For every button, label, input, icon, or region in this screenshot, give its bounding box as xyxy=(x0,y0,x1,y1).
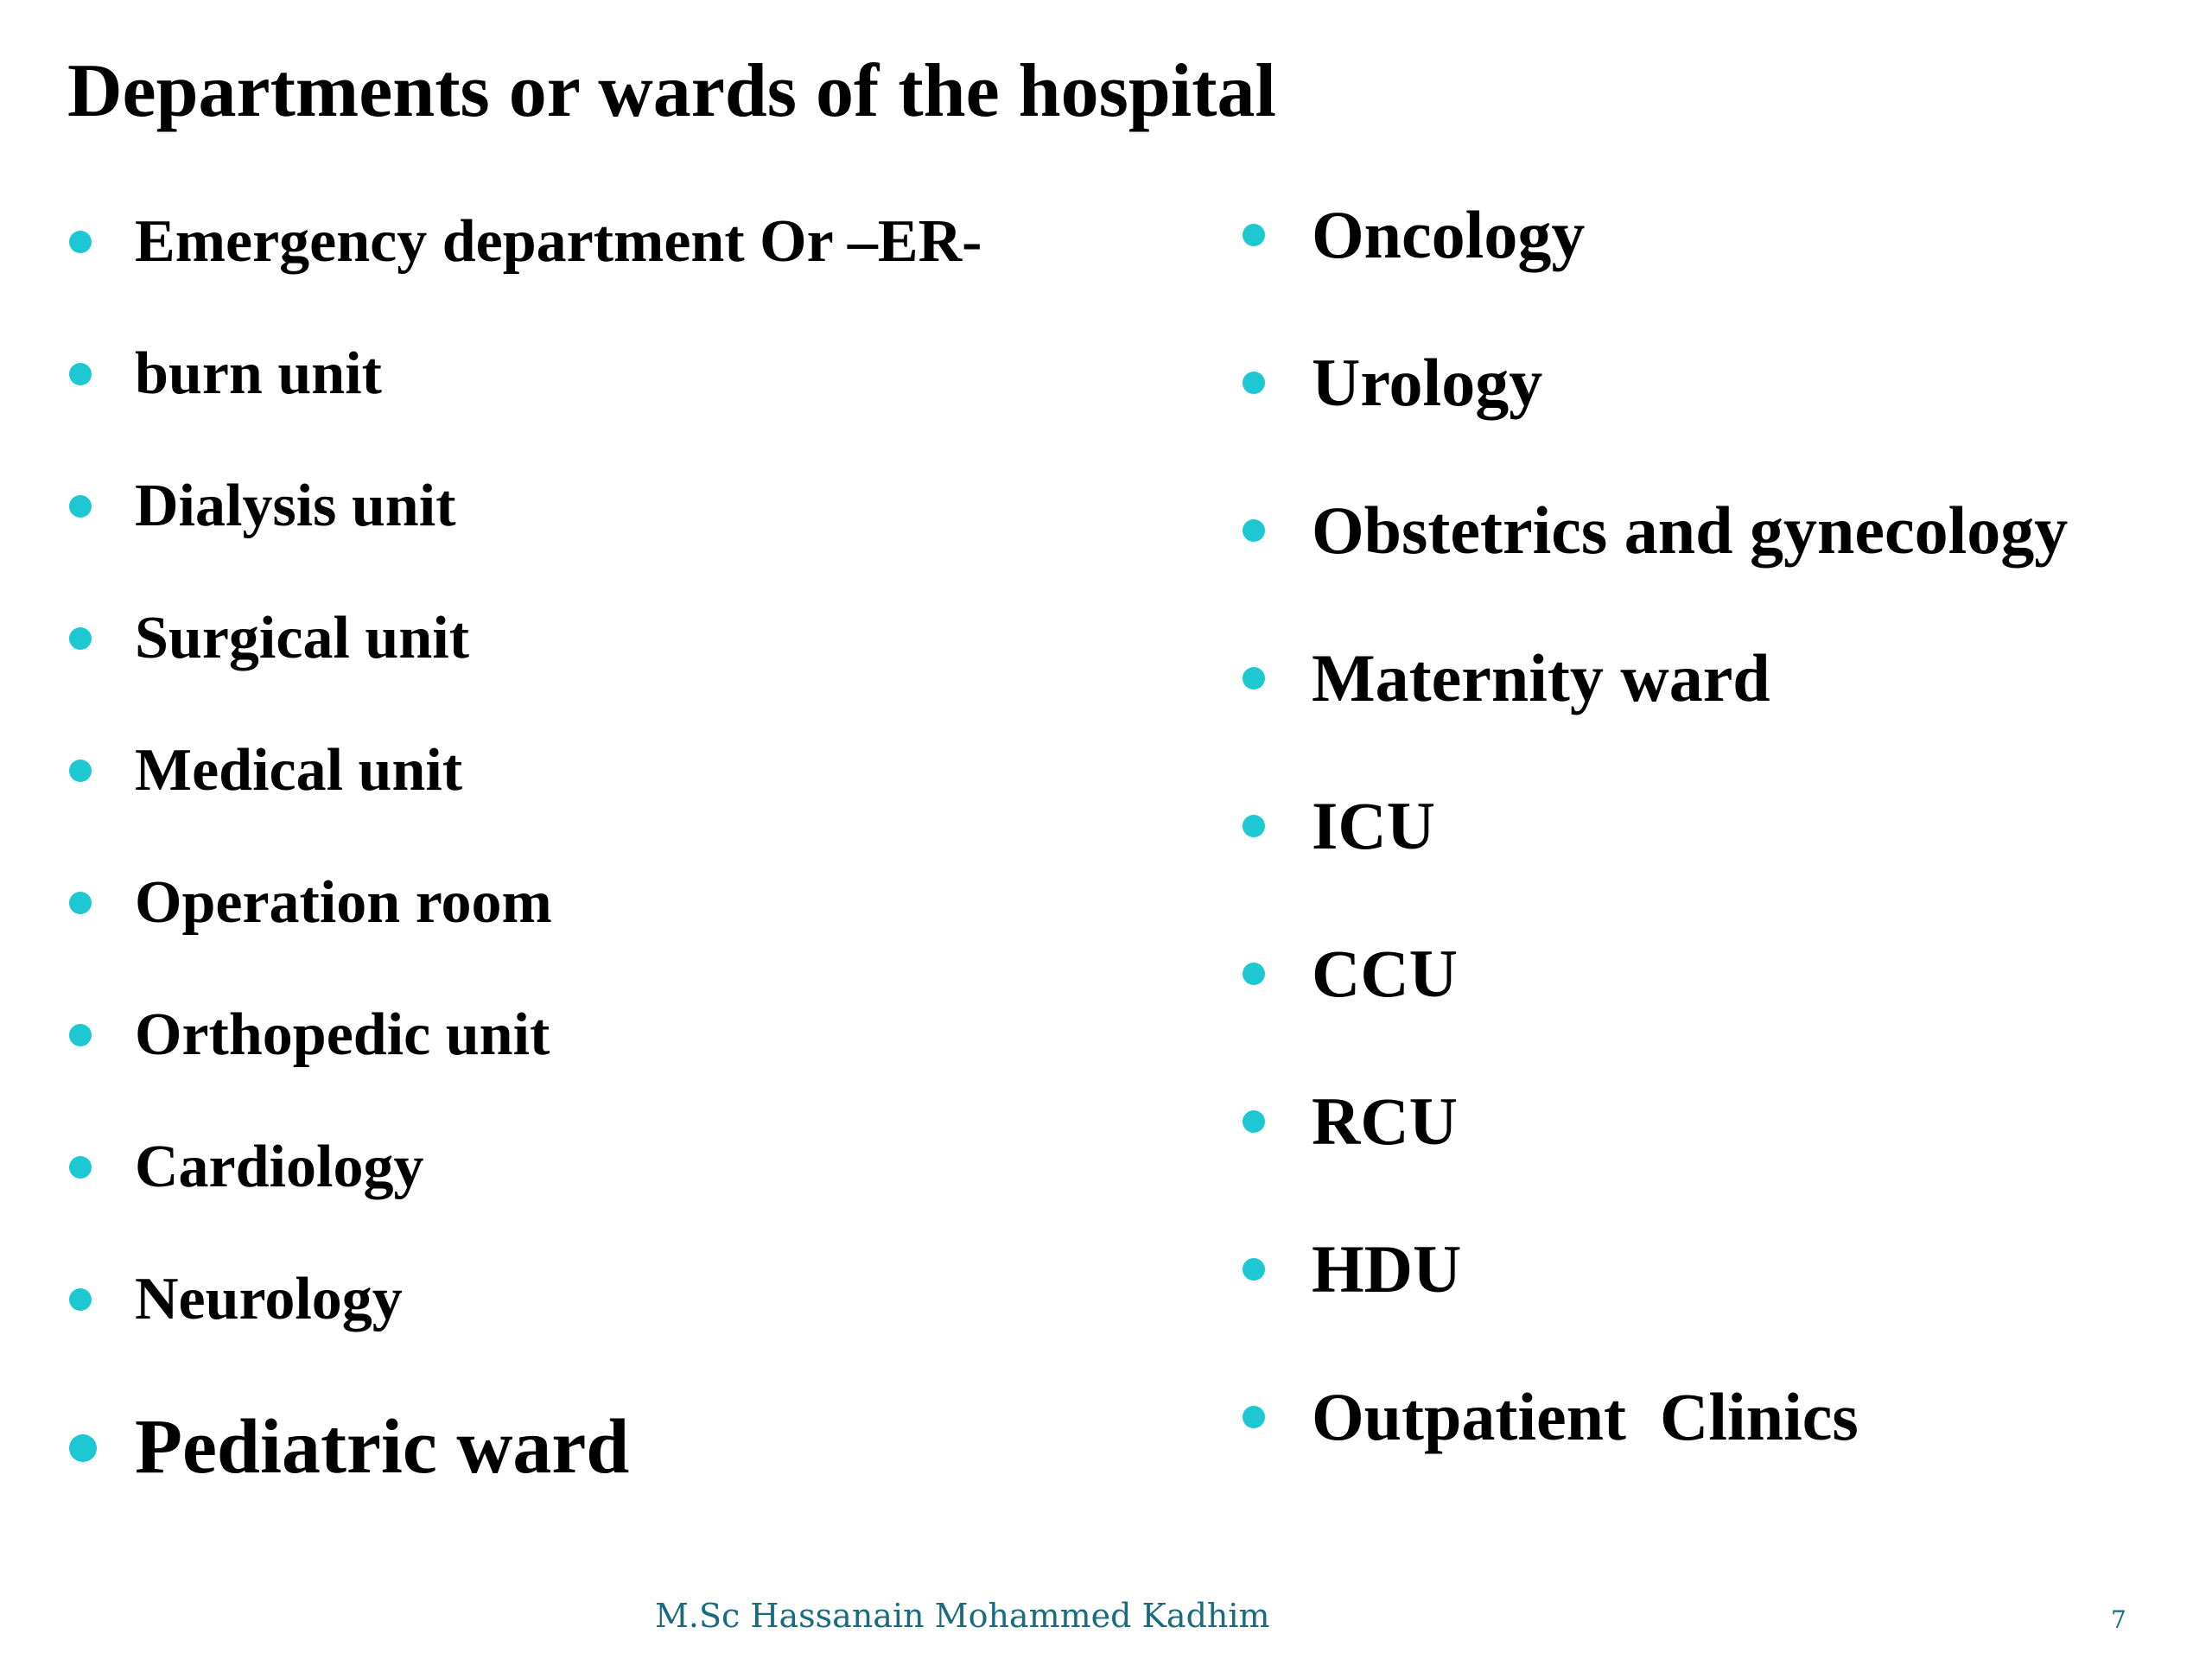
bullet-icon xyxy=(1243,1258,1265,1281)
bullet-icon xyxy=(69,1156,92,1179)
list-item-label: Maternity ward xyxy=(1312,640,1770,715)
bullet-icon xyxy=(1243,1406,1265,1428)
bullet-icon xyxy=(1243,372,1265,394)
bullet-icon xyxy=(69,1288,92,1311)
slide-title: Departments or wards of the hospital xyxy=(67,49,1276,133)
bullet-icon xyxy=(69,1434,97,1462)
page-number: 7 xyxy=(2111,1605,2126,1634)
list-item-label: Medical unit xyxy=(135,737,463,804)
list-item-label: Cardiology xyxy=(135,1134,424,1200)
bullet-icon xyxy=(69,495,92,518)
bullet-icon xyxy=(1243,815,1265,837)
list-item-label: Neurology xyxy=(135,1266,403,1332)
bullet-icon xyxy=(1243,519,1265,542)
list-item-label: HDU xyxy=(1312,1231,1462,1306)
list-item-label: Outpatient Clinics xyxy=(1312,1379,1859,1454)
list-item-label: Emergency department Or –ER- xyxy=(135,208,982,275)
bullet-icon xyxy=(69,1024,92,1046)
bullet-icon xyxy=(69,892,92,914)
list-item-label: Surgical unit xyxy=(135,605,470,671)
bullet-icon xyxy=(1243,963,1265,985)
list-item-label: ICU xyxy=(1312,788,1436,863)
bullet-icon xyxy=(69,627,92,650)
footer-author: M.Sc Hassanain Mohammed Kadhim xyxy=(655,1597,1270,1635)
bullet-icon xyxy=(1243,224,1265,246)
list-item-label: Orthopedic unit xyxy=(135,1001,550,1068)
list-item-label: Operation room xyxy=(135,869,552,936)
bullet-icon xyxy=(1243,667,1265,690)
list-item-label: Pediatric ward xyxy=(135,1404,630,1490)
list-item-label: burn unit xyxy=(135,340,382,407)
list-item-label: Oncology xyxy=(1312,197,1586,272)
list-item-label: CCU xyxy=(1312,936,1458,1011)
list-item-label: Urology xyxy=(1312,345,1543,420)
bullet-icon xyxy=(1243,1110,1265,1133)
bullet-icon xyxy=(69,231,92,253)
list-item-label: Dialysis unit xyxy=(135,473,456,539)
bullet-icon xyxy=(69,760,92,782)
list-item-label: Obstetrics and gynecology xyxy=(1312,493,2069,568)
bullet-icon xyxy=(69,363,92,385)
list-item-label: RCU xyxy=(1312,1084,1458,1159)
